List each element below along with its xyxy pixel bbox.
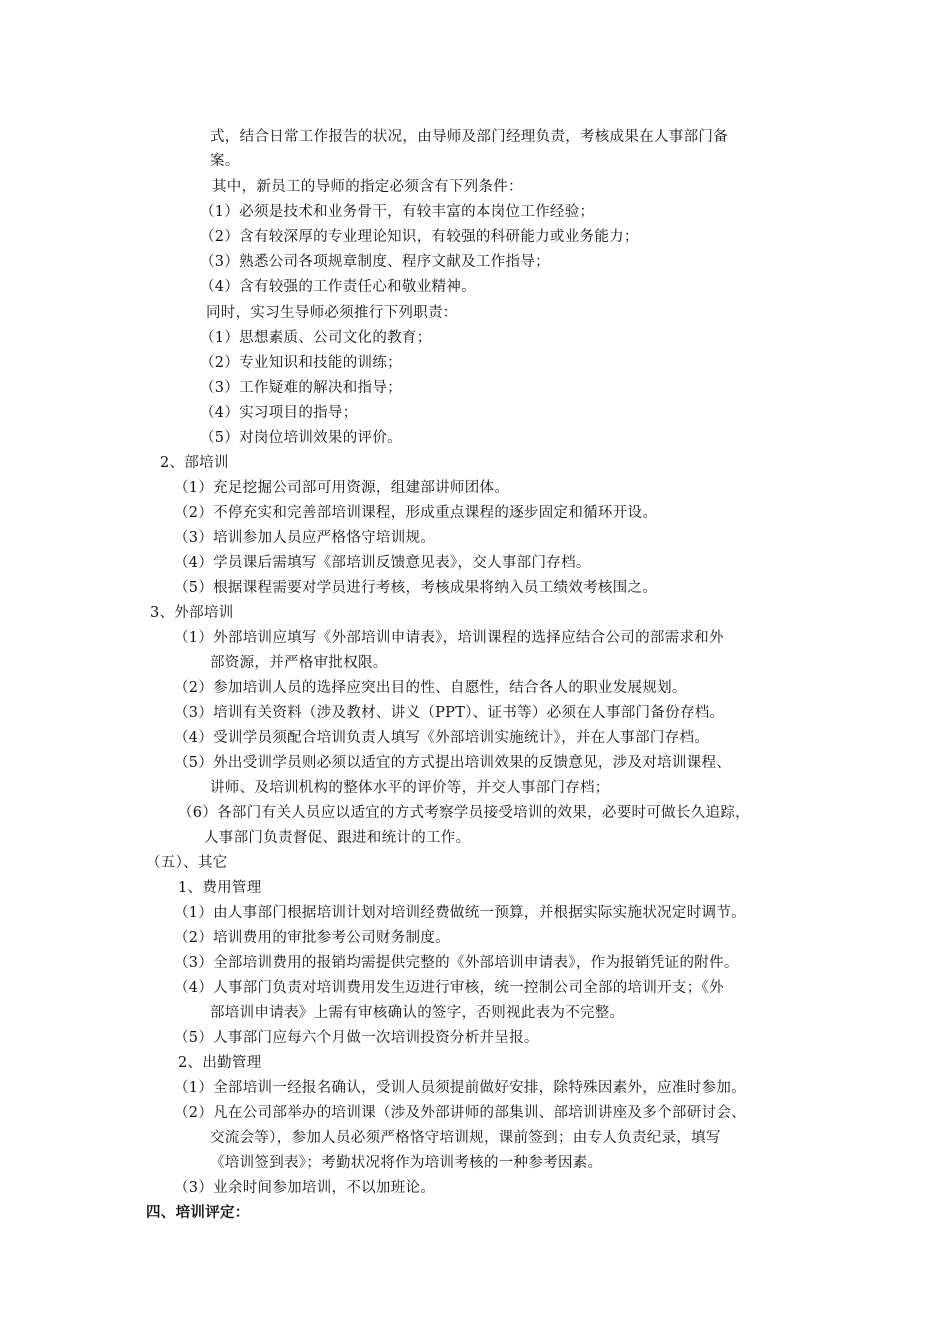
list-item: （4）含有较强的工作责任心和敬业精神。: [200, 279, 476, 295]
list-item: （1）思想素质、公司文化的教育；: [200, 330, 432, 346]
list-item: （4）实习项目的指导；: [200, 405, 358, 421]
list-item: （2）不停充实和完善部培训课程，形成重点课程的逐步固定和循环开设。: [174, 505, 658, 521]
list-item: （3）培训有关资料（涉及教材、讲义（PPT）、证书等）必须在人事部门备份存档。: [174, 705, 725, 721]
list-item: （1）充足挖掘公司部可用资源，组建部讲师团体。: [174, 480, 510, 496]
list-item: （2）凡在公司部举办的培训课（涉及外部讲师的部集训、部培训讲座及多个部研讨会、: [174, 1105, 746, 1121]
list-item: （4）学员课后需填写《部培训反馈意见表》，交人事部门存档。: [174, 555, 591, 571]
list-item-continuation: 讲师、及培训机构的整体水平的评价等，并交人事部门存档；: [210, 780, 610, 796]
list-item: （2）培训费用的审批参考公司财务制度。: [174, 930, 450, 946]
list-item-continuation: 《培训签到表》；考勤状况将作为培训考核的一种参考因素。: [210, 1155, 603, 1171]
section-heading: 3、外部培训: [150, 605, 234, 621]
chapter-heading: 四、培训评定：: [146, 1204, 250, 1221]
text-line: 案。: [210, 153, 240, 169]
list-item-continuation: 部培训申请表》上需有审核确认的签字，否则视此表为不完整。: [210, 1005, 625, 1021]
text-line: 其中，新员工的导师的指定必须含有下列条件：: [212, 179, 523, 195]
list-item: （1）外部培训应填写《外部培训申请表》，培训课程的选择应结合公司的部需求和外: [174, 630, 724, 646]
subsection-heading: 2、出勤管理: [178, 1055, 262, 1071]
list-item: （3）全部培训费用的报销均需提供完整的《外部培训申请表》，作为报销凭证的附件。: [174, 955, 739, 971]
list-item: （3）业余时间参加培训，不以加班论。: [174, 1180, 436, 1196]
list-item: （1）由人事部门根据培训计划对培训经费做统一预算，并根据实际实施状况定时调节。: [174, 905, 746, 921]
list-item: （5）外出受训学员则必须以适宜的方式提出培训效果的反馈意见，涉及对培训课程、: [174, 755, 732, 771]
list-item: （4）受训学员须配合培训负责人填写《外部培训实施统计》，并在人事部门存档。: [174, 730, 710, 746]
list-item-continuation: 交流会等），参加人员必须严格恪守培训规，课前签到；由专人负责纪录，填写: [210, 1130, 721, 1146]
list-item-continuation: 人事部门负责督促、跟进和统计的工作。: [204, 830, 471, 846]
subsection-heading: 1、费用管理: [178, 880, 262, 896]
list-item-continuation: 部资源，并严格审批权限。: [210, 655, 388, 671]
list-item: （5）人事部门应每六个月做一次培训投资分析并呈报。: [174, 1030, 539, 1046]
list-item: （3）熟悉公司各项规章制度、程序文献及工作指导；: [200, 254, 550, 270]
list-item: （5）对岗位培训效果的评价。: [200, 430, 402, 446]
list-item: （6）各部门有关人员应以适宜的方式考察学员接受培训的效果，必要时可做长久追踪，: [178, 805, 750, 821]
list-item: （1）必须是技术和业务骨干，有较丰富的本岗位工作经验；: [200, 204, 595, 220]
list-item: （2）含有较深厚的专业理论知识，有较强的科研能力或业务能力；: [200, 229, 639, 245]
list-item: （3）工作疑难的解决和指导；: [200, 380, 402, 396]
list-item: （3）培训参加人员应严格恪守培训规。: [174, 530, 436, 546]
list-item: （4）人事部门负责对培训费用发生迈进行审核，统一控制公司全部的培训开支；《外: [174, 980, 724, 996]
section-heading: 2、部培训: [160, 455, 229, 471]
text-line: 式，结合日常工作报告的状况，由导师及部门经理负责，考核成果在人事部门备: [210, 129, 728, 145]
list-item: （1）全部培训一经报名确认，受训人员须提前做好安排，除特殊因素外，应准时参加。: [174, 1080, 746, 1096]
list-item: （5）根据课程需要对学员进行考核，考核成果将纳入员工绩效考核围之。: [174, 580, 658, 596]
section-heading: （五）、其它: [146, 855, 228, 871]
list-item: （2）参加培训人员的选择应突出目的性、自愿性，结合各人的职业发展规划。: [174, 680, 687, 696]
list-item: （2）专业知识和技能的训练；: [200, 355, 402, 371]
text-line: 同时，实习生导师必须推行下列职责：: [206, 305, 458, 321]
